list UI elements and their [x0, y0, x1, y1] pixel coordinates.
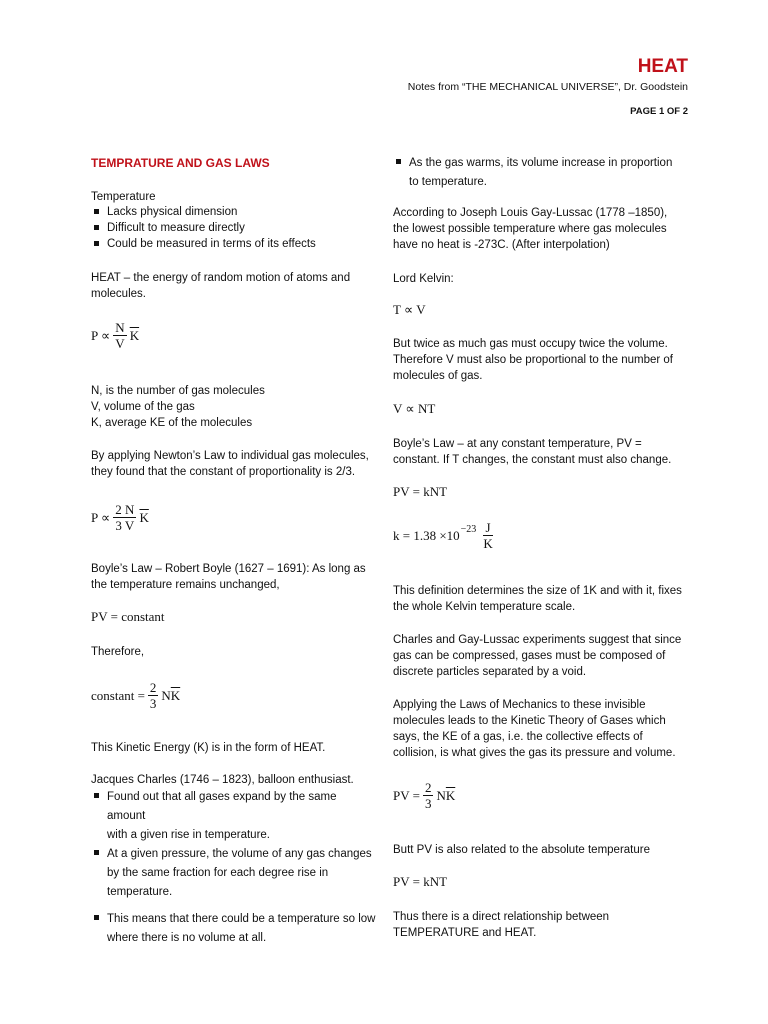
text-line: molecules.	[91, 288, 146, 300]
temperature-label: Temperature	[91, 191, 156, 203]
text-line: temperature.	[107, 886, 173, 898]
text-line: have no heat is -273C. (After interpolation)	[393, 239, 610, 251]
text-line: As the gas warms, its volume increase in proportion	[409, 157, 673, 169]
boyle2-paragraph	[393, 436, 671, 468]
eq-rhs	[161, 688, 180, 704]
eq-lhs: P ∝	[91, 327, 111, 343]
eq-k: $\overline{K}$	[170, 687, 181, 703]
text-line: Therefore V must also be proportional to the number of	[393, 354, 673, 366]
fraction	[113, 502, 136, 533]
document-title: HEAT	[637, 56, 688, 77]
equation-pv-constant: PV = constant	[91, 609, 165, 624]
denominator: 3 V	[115, 518, 135, 533]
text-line: to temperature.	[409, 176, 487, 188]
temperature-bullets	[91, 204, 371, 252]
text-line: But twice as much gas must occupy twice the volume.	[393, 338, 668, 350]
denominator: 3	[424, 796, 432, 811]
text-line: At a given pressure, the volume of any gas changes	[107, 848, 372, 860]
text-line: gas can be compressed, gases must be composed of	[393, 650, 666, 662]
text-line: constant. If T changes, the constant must also change.	[393, 454, 672, 466]
text-line: Boyle’s Law – Robert Boyle (1627 – 1691): As long as	[91, 563, 366, 575]
charles-bullets	[91, 788, 376, 902]
fraction	[113, 320, 126, 351]
denominator: K	[483, 536, 493, 551]
gay-lussac-paragraph	[393, 205, 667, 253]
list-item: Difficult to measure directly	[91, 220, 371, 236]
text-line: discrete particles separated by a void.	[393, 666, 587, 678]
list-item	[91, 845, 376, 902]
numerator: 2	[424, 780, 432, 795]
text-line: This means that there could be a temperature so low	[107, 913, 376, 925]
equation-t-v: T ∝ V	[393, 302, 426, 317]
butt-text: Butt PV is also related to the absolute temperature	[393, 844, 650, 856]
newton-paragraph	[91, 448, 369, 480]
text-line: collision, is what gives the gas its pressure and volume.	[393, 747, 676, 759]
fraction	[148, 680, 159, 711]
text-line: According to Joseph Louis Gay-Lussac (1778 –1850),	[393, 207, 668, 219]
heat-definition	[91, 270, 350, 302]
definition-paragraph	[393, 583, 682, 615]
eq-lhs: PV =	[393, 787, 420, 803]
equation-constant	[91, 680, 180, 711]
ke-heat-text: This Kinetic Energy (K) is in the form of HEAT.	[91, 742, 326, 754]
text-line: the temperature remains unchanged,	[91, 579, 280, 591]
numerator: N	[115, 320, 125, 335]
kinetic-paragraph	[393, 697, 676, 761]
list-item: Lacks physical dimension	[91, 204, 371, 220]
kelvin-label: Lord Kelvin:	[393, 273, 454, 285]
text-line: HEAT – the energy of random motion of atoms and	[91, 272, 351, 284]
eq-rhs	[436, 788, 455, 804]
equation-p-proportional	[91, 320, 139, 351]
text-line: Charles and Gay-Lussac experiments suggest that since	[393, 634, 682, 646]
text-line: This definition determines the size of 1K and with it, fixes	[393, 585, 682, 597]
equation-pv-knt: PV = kNT	[393, 484, 448, 499]
text-line: with a given rise in temperature.	[107, 829, 270, 841]
text-line: the whole Kelvin temperature scale.	[393, 601, 576, 613]
denominator: V	[115, 336, 125, 351]
text-line: Applying the Laws of Mechanics to these invisible	[393, 699, 646, 711]
text-line: they found that the constant of proportionality is 2/3.	[91, 466, 356, 478]
eq-n: N	[161, 687, 171, 703]
list-item	[91, 788, 376, 845]
text-line: V, volume of the gas	[91, 401, 195, 413]
variable-definitions	[91, 383, 265, 431]
equation-p-two-thirds	[91, 502, 149, 533]
text-line: Found out that all gases expand by the same amount	[107, 791, 337, 822]
fraction	[483, 520, 492, 551]
eq-rhs: $\overline{K}$	[139, 509, 149, 525]
text-line: Boyle’s Law – at any constant temperature, PV =	[393, 438, 642, 450]
eq-lhs: k = 1.38 ×10	[393, 527, 460, 543]
therefore-text: Therefore,	[91, 646, 145, 658]
eq-lhs: constant =	[91, 687, 145, 703]
text-line: TEMPERATURE and HEAT.	[393, 927, 537, 939]
eq-n: N	[436, 787, 446, 803]
exponent: −23	[460, 524, 477, 535]
thus-paragraph	[393, 909, 609, 941]
eq-rhs: $\overline{K}$	[129, 327, 140, 343]
charles-gay-paragraph	[393, 632, 681, 680]
numerator: J	[483, 520, 492, 536]
text-line: by the same fraction for each degree rise in	[107, 867, 329, 879]
text-line: says, the KE of a gas, i.e. the collective effects of	[393, 731, 643, 743]
equation-pv-knt-2: PV = kNT	[393, 874, 448, 889]
document-subtitle: Notes from “THE MECHANICAL UNIVERSE”, Dr. Goodstein	[407, 81, 688, 93]
equation-v-nt: V ∝ NT	[393, 401, 436, 416]
section-heading: TEMPRATURE AND GAS LAWS	[91, 156, 270, 170]
eq-k: $\overline{K}$	[445, 787, 456, 803]
charles-text: Jacques Charles (1746 – 1823), balloon enthusiast.	[91, 774, 354, 786]
text-line: the lowest possible temperature where gas molecules	[393, 223, 667, 235]
boyle-paragraph	[91, 561, 366, 593]
text-line: By applying Newton’s Law to individual gas molecules,	[91, 450, 369, 462]
text-line: Thus there is a direct relationship between	[393, 911, 610, 923]
eq-lhs: P ∝	[91, 509, 111, 525]
equation-boltzmann	[393, 520, 493, 551]
text-line: N, is the number of gas molecules	[91, 385, 265, 397]
warm-bullet	[393, 154, 683, 192]
text-line: molecules of gas.	[393, 370, 483, 382]
text-line: K, average KE of the molecules	[91, 417, 253, 429]
fraction	[423, 780, 434, 811]
list-item	[393, 154, 683, 192]
twice-paragraph	[393, 336, 673, 384]
list-item: Could be measured in terms of its effects	[91, 236, 371, 252]
numerator: 2 N	[115, 502, 135, 517]
low-temp-bullet	[91, 910, 376, 948]
list-item	[91, 910, 376, 948]
text-line: molecules leads to the Kinetic Theory of Gases which	[393, 715, 666, 727]
denominator: 3	[149, 696, 157, 711]
numerator: 2	[149, 680, 157, 695]
equation-pv-two-thirds	[393, 780, 455, 811]
text-line: where there is no volume at all.	[107, 932, 267, 944]
page-number: PAGE 1 OF 2	[630, 106, 688, 117]
